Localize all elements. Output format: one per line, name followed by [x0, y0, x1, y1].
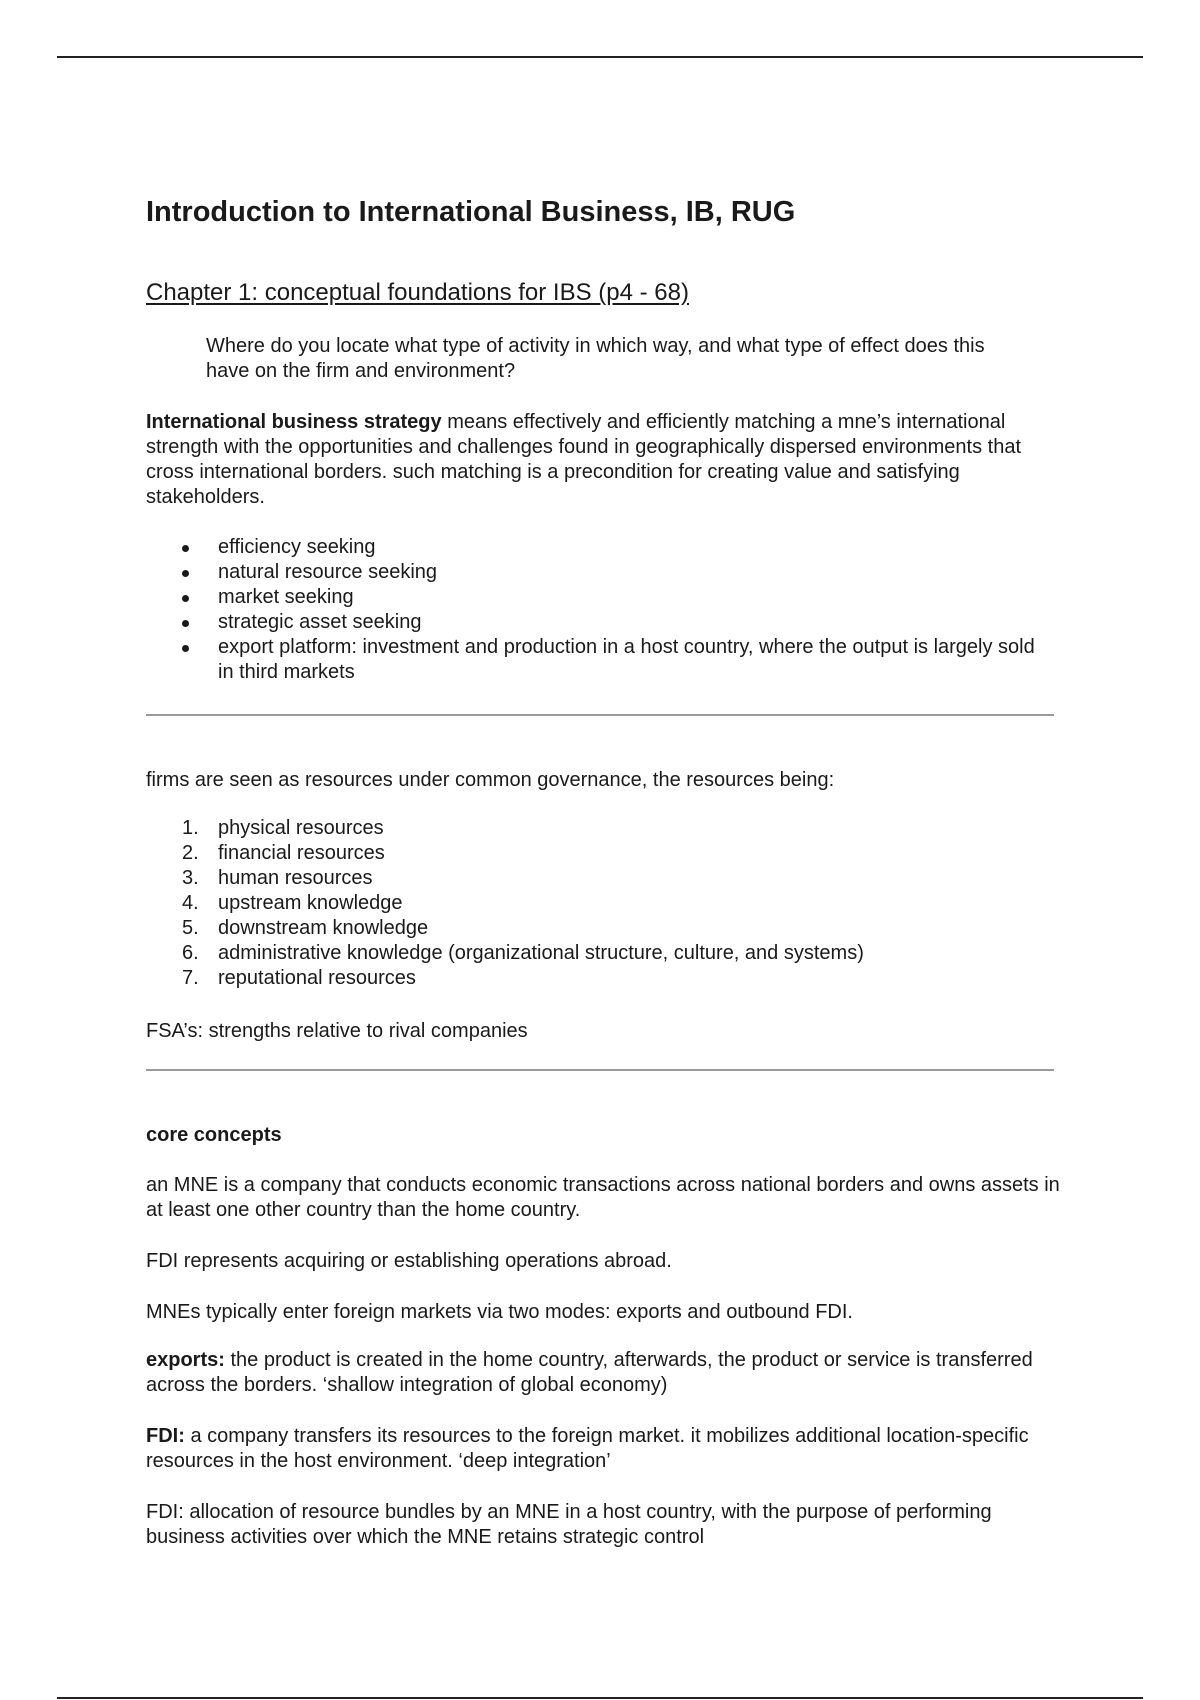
list-item: efficiency seeking [146, 535, 1046, 560]
list-number: 3. [182, 867, 199, 889]
section-divider [146, 1069, 1054, 1071]
chapter-heading: Chapter 1: conceptual foundations for IBS (p4 - 68) [146, 279, 689, 306]
list-item: strategic asset seeking [146, 610, 1046, 635]
bullet-icon [182, 645, 189, 652]
list-item: market seeking [146, 585, 1046, 610]
list-item: 7. reputational resources [182, 967, 416, 989]
bullet-icon [182, 595, 189, 602]
list-item: 1. physical resources [182, 817, 384, 839]
list-item: 3. human resources [182, 867, 373, 889]
list-item: 5. downstream knowledge [182, 917, 429, 939]
exports-term: exports: [146, 1349, 225, 1371]
core-concepts-heading: core concepts [146, 1124, 282, 1146]
list-number: 1. [182, 817, 199, 839]
fdi-allocation-definition: FDI: allocation of resource bundles by an MNE in a host country, with the purpose of performing business activities over which the MNE retains strategic control [146, 1501, 992, 1548]
ibs-term: International business strategy [146, 411, 442, 433]
fdi-transfer-definition: FDI: a company transfers its resources to the foreign market. it mobilizes additional location-specific resources in the host environment. ‘deep integration’ [146, 1425, 1029, 1472]
mne-definition: an MNE is a company that conducts economic transactions across national borders and owns assets in at least one other country than the home country. [146, 1174, 1060, 1221]
list-number: 7. [182, 967, 199, 989]
ibs-definition [146, 410, 1061, 510]
list-item: natural resource seeking [146, 560, 1046, 585]
bullet-icon [182, 570, 189, 577]
list-number: 4. [182, 892, 199, 914]
list-item: export platform: investment and production in a host country, where the output is largely sold in third markets [146, 635, 1046, 685]
top-rule [57, 56, 1143, 58]
section-divider [146, 714, 1054, 716]
resources-intro: firms are seen as resources under common governance, the resources being: [146, 769, 835, 791]
entry-modes: MNEs typically enter foreign markets via two modes: exports and outbound FDI. [146, 1301, 853, 1323]
list-number: 5. [182, 917, 199, 939]
list-item: 2. financial resources [182, 842, 385, 864]
fdi-definition: FDI represents acquiring or establishing operations abroad. [146, 1250, 672, 1272]
bullet-icon [182, 620, 189, 627]
list-number: 2. [182, 842, 199, 864]
bottom-rule [57, 1697, 1143, 1699]
list-number: 6. [182, 942, 199, 964]
list-item: 6. administrative knowledge (organizational structure, culture, and systems) [182, 942, 864, 964]
bullet-icon [182, 545, 189, 552]
motives-list [146, 535, 1046, 685]
list-item: 4. upstream knowledge [182, 892, 403, 914]
document-title: Introduction to International Business, IB, RUG [146, 196, 796, 228]
exports-definition: exports: the product is created in the home country, afterwards, the product or service is transferred across the borders. ‘shallow integration of global economy) [146, 1349, 1033, 1396]
resources-list [146, 816, 1046, 991]
ibs-text: means effectively and efficiently matching a mne’s international strength with the opportunities and challenges found in geographically dispersed environments that cross international borders. such matching is a precondition for creating value and satisfying stakeholders. [146, 411, 1021, 508]
fsa-definition: FSA’s: strengths relative to rival companies [146, 1020, 528, 1042]
guiding-question: Where do you locate what type of activity in which way, and what type of effect does this have on the firm and environment? [206, 335, 985, 382]
fdi-term: FDI: [146, 1425, 185, 1447]
